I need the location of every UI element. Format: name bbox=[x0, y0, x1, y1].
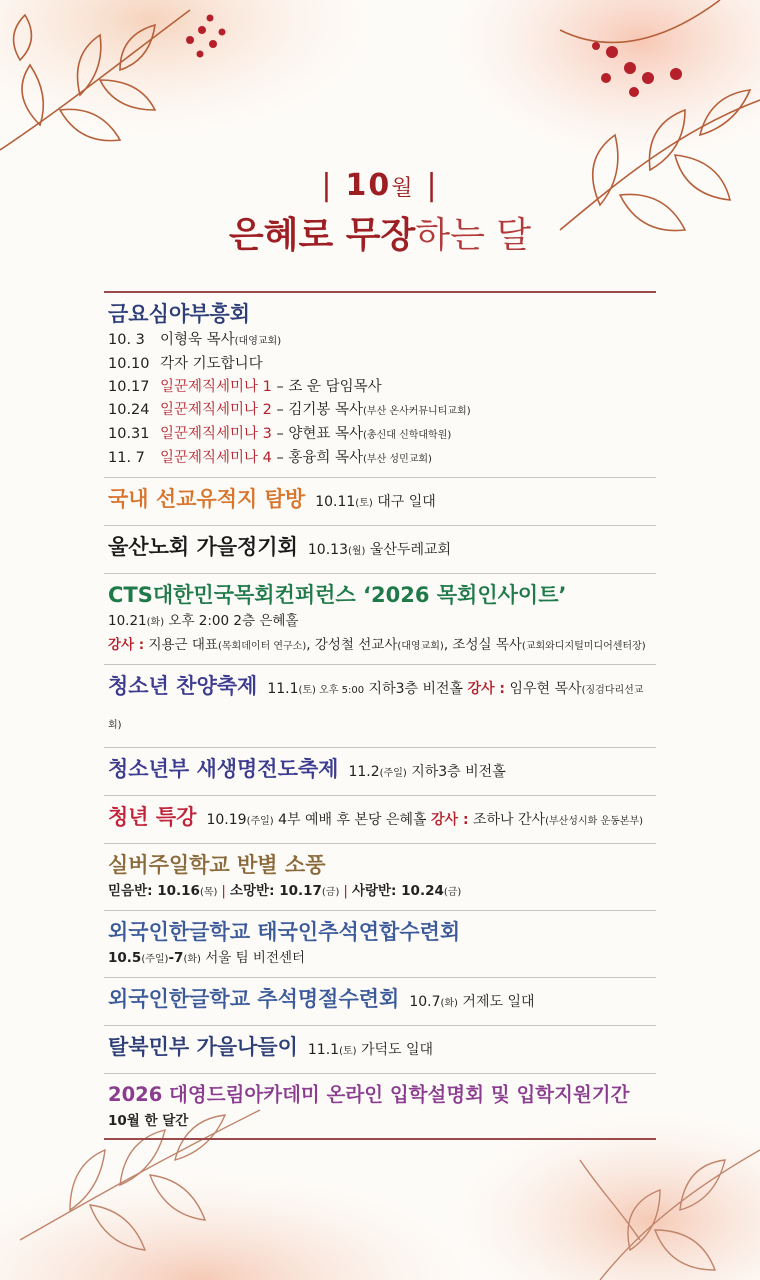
title-light: 하는 달 bbox=[415, 215, 532, 256]
class-love: 사랑반: 10.24 bbox=[351, 883, 444, 899]
item-date: 10. 3 bbox=[108, 332, 145, 348]
title-text: 울산노회 가을정기회 bbox=[108, 535, 298, 559]
item-seminar: 일꾼제직세미나 1 bbox=[160, 379, 272, 395]
class-day: (금) bbox=[443, 887, 462, 898]
event-date: 11.2 bbox=[348, 764, 380, 780]
class-hope: 소망반: 10.17 bbox=[229, 883, 322, 899]
lecturer-info bbox=[108, 634, 654, 658]
section-title bbox=[108, 484, 654, 519]
item-affiliation: (부산 온사커뮤니티교회) bbox=[363, 406, 471, 417]
event-date: 10.11 bbox=[315, 494, 356, 510]
month-heading: | 10월 | bbox=[321, 168, 439, 203]
month-number: 10 bbox=[345, 168, 392, 203]
event-day: (주일) bbox=[379, 768, 407, 779]
event-info bbox=[108, 947, 654, 971]
page-title bbox=[0, 207, 760, 258]
event-info bbox=[348, 764, 505, 780]
list-item bbox=[108, 447, 654, 471]
event-place: 울산두레교회 bbox=[365, 542, 452, 558]
event-info bbox=[108, 1110, 654, 1132]
class-schedule: 믿음반: 10.16(목) | 소망반: 10.17(금) | 사랑반: 10.24(금) bbox=[108, 883, 462, 899]
lecturer-label: 강사 : bbox=[467, 681, 506, 697]
event-info bbox=[108, 610, 654, 634]
section-youth-praise bbox=[104, 665, 656, 748]
event-place: 가덕도 일대 bbox=[356, 1042, 434, 1058]
section-title bbox=[108, 532, 654, 567]
item-date: 11. 7 bbox=[108, 450, 145, 466]
item-affiliation: (부산 성민교회) bbox=[363, 454, 432, 465]
item-seminar: 일꾼제직세미나 3 bbox=[160, 426, 272, 442]
event-info bbox=[206, 812, 643, 828]
section-title bbox=[108, 802, 654, 837]
event-day: (월) bbox=[347, 546, 366, 557]
item-speaker: 이형욱 목사 bbox=[160, 332, 235, 348]
event-date: 11.1 bbox=[307, 1042, 340, 1058]
lecturer-affiliation: (대영교회) bbox=[397, 641, 444, 652]
month-unit: 월 bbox=[391, 176, 415, 201]
lecturer-name: , 조성실 목사 bbox=[443, 637, 522, 653]
item-speaker: – 조 운 담임목사 bbox=[271, 379, 382, 395]
section-title: CTS대한민국목회컨퍼런스 ‘2026 목회인사이트’ bbox=[108, 583, 567, 607]
item-speaker: – 홍융희 목사 bbox=[271, 450, 364, 466]
event-end-date: -7 bbox=[168, 950, 184, 966]
event-info bbox=[315, 494, 436, 510]
event-date: 10.21 bbox=[108, 613, 147, 629]
lecturer-affiliation: (부산성시화 운동본부) bbox=[545, 816, 643, 827]
section-title: 금요심야부흥회 bbox=[108, 302, 251, 326]
title-text: 국내 선교유적지 탐방 bbox=[108, 487, 306, 511]
item-seminar: 일꾼제직세미나 2 bbox=[160, 402, 272, 418]
lecturer-affiliation: (교회와디지털미디어센터장) bbox=[521, 641, 646, 652]
event-time: 오후 2:00 2층 은혜홀 bbox=[164, 613, 299, 629]
item-affiliation: (총신대 신학대학원) bbox=[363, 430, 452, 441]
event-day: (화) bbox=[146, 617, 165, 628]
title-text: 청년 특강 bbox=[108, 805, 197, 829]
schedule-list bbox=[104, 291, 656, 1140]
event-day: (토) bbox=[339, 1046, 357, 1057]
event-date: 10.5 bbox=[108, 950, 142, 966]
list-item bbox=[108, 353, 654, 376]
event-date: 10.13 bbox=[307, 542, 348, 558]
event-info bbox=[409, 994, 534, 1010]
title-text: 청소년 찬양축제 bbox=[108, 674, 258, 698]
list-item bbox=[108, 376, 654, 399]
event-day: (주일) bbox=[141, 954, 169, 965]
event-place: 거제도 일대 bbox=[457, 994, 535, 1010]
event-date: 11.1 bbox=[267, 681, 299, 697]
event-place: 지하3층 비전홀 bbox=[406, 764, 506, 780]
section-title bbox=[108, 754, 654, 789]
section-youth-evangelism bbox=[104, 748, 656, 796]
class-faith: 믿음반: 10.16 bbox=[108, 883, 200, 899]
event-place: 대구 일대 bbox=[372, 494, 436, 510]
class-day: (금) bbox=[321, 887, 340, 898]
event-place: 4부 예배 후 본당 은혜홀 bbox=[273, 812, 432, 828]
lecturer-label: 강사 : bbox=[431, 812, 469, 828]
class-day: (목) bbox=[199, 887, 218, 898]
event-date: 10.7 bbox=[409, 994, 441, 1010]
event-info bbox=[308, 542, 451, 558]
item-speaker: – 김기봉 목사 bbox=[271, 402, 364, 418]
section-chuseok-retreat bbox=[104, 978, 656, 1026]
section-thai-retreat bbox=[104, 911, 656, 978]
item-affiliation: (대영교회) bbox=[234, 336, 282, 347]
lecturer-name: 조하나 간사 bbox=[468, 812, 546, 828]
title-bold: 은혜로 무장 bbox=[228, 215, 416, 256]
section-academy bbox=[104, 1074, 656, 1138]
section-title bbox=[108, 671, 654, 741]
event-place: 지하3층 비전홀 bbox=[364, 681, 468, 697]
section-title bbox=[108, 984, 654, 1019]
item-date: 10.24 bbox=[108, 402, 150, 418]
section-mission-tour bbox=[104, 478, 656, 526]
event-day: (화) bbox=[183, 954, 201, 965]
lecturer-affiliation: (목회데이터 연구소) bbox=[217, 641, 307, 652]
event-date: 10.19 bbox=[206, 812, 247, 828]
event-place: 서울 팀 비전센터 bbox=[200, 950, 306, 966]
title-text: 외국인한글학교 추석명절수련회 bbox=[108, 987, 400, 1011]
event-time: 오후 5:00 bbox=[315, 685, 365, 696]
item-seminar: 일꾼제직세미나 4 bbox=[160, 450, 272, 466]
list-item bbox=[108, 329, 654, 353]
event-period: 10월 한 달간 bbox=[108, 1113, 189, 1129]
list-item bbox=[108, 399, 654, 423]
section-friday-revival bbox=[104, 293, 656, 478]
event-day: (화) bbox=[440, 998, 458, 1009]
header bbox=[0, 168, 760, 258]
event-day: (주일) bbox=[246, 816, 274, 827]
item-date: 10.17 bbox=[108, 379, 150, 395]
section-defector-outing bbox=[104, 1026, 656, 1074]
item-text: 각자 기도합니다 bbox=[160, 356, 263, 372]
section-young-adult-lecture bbox=[104, 796, 656, 844]
section-silver-school bbox=[104, 844, 656, 911]
section-presbytery bbox=[104, 526, 656, 574]
section-cts-conference bbox=[104, 574, 656, 665]
lecturer-name: , 강성철 선교사 bbox=[306, 637, 398, 653]
section-title: 외국인한글학교 태국인추석연합수련회 bbox=[108, 920, 461, 944]
event-day: (토) bbox=[298, 685, 316, 696]
lecturer-name: 임우현 목사 bbox=[505, 681, 582, 697]
lecturer-affiliation: (징검다리선교회) bbox=[108, 685, 644, 731]
title-text: 청소년부 새생명전도축제 bbox=[108, 757, 339, 781]
event-info bbox=[308, 1042, 433, 1058]
section-title bbox=[108, 1032, 654, 1067]
bottom-rule bbox=[104, 1138, 656, 1140]
list-item bbox=[108, 423, 654, 447]
title-text: 탈북민부 가을나들이 bbox=[108, 1035, 298, 1059]
item-date: 10.10 bbox=[108, 356, 150, 372]
section-title: 실버주일학교 반별 소풍 bbox=[108, 853, 326, 877]
lecturer-label: 강사 : bbox=[108, 637, 145, 653]
section-title: 2026 대영드림아카데미 온라인 입학설명회 및 입학지원기간 bbox=[108, 1083, 630, 1106]
item-date: 10.31 bbox=[108, 426, 150, 442]
event-day: (토) bbox=[355, 498, 373, 509]
item-speaker: – 양현표 목사 bbox=[271, 426, 364, 442]
lecturer-name: 지용근 대표 bbox=[144, 637, 218, 653]
